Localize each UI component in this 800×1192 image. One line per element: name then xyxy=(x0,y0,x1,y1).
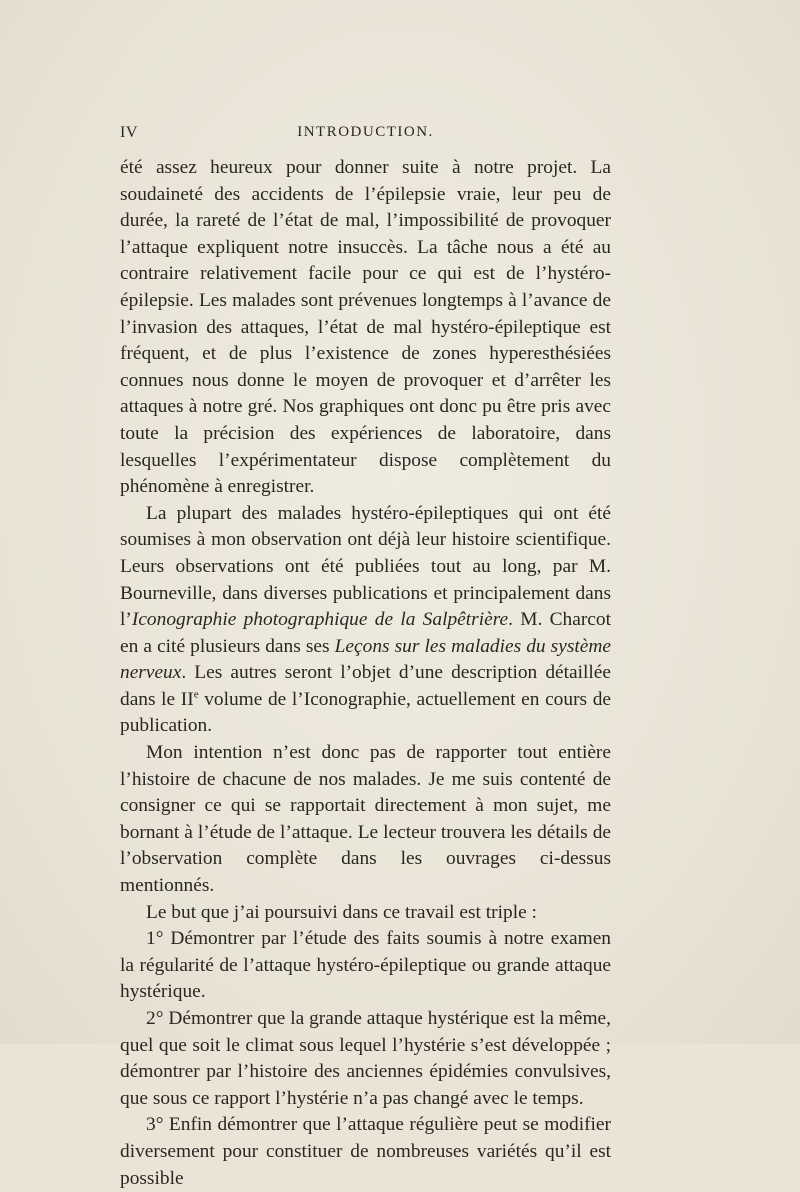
paragraph-2-part-2: . M. Charcot en a cité plusieurs dans ses xyxy=(120,609,611,657)
iconographie-title: Iconographie photographique de la Salpêtrière xyxy=(131,609,509,631)
superscript-e: e xyxy=(193,688,199,701)
list-item-2: 2° Démontrer que la grande attaque hystérique est la même, quel que soit le climat sous lequel l’hystérie s’est développée ; démontrer par l’histoire des anciennes épidémies convulsives, que sous ce rapport l’hystérie n’a pas changé avec le temps. xyxy=(120,1008,611,1109)
paragraph-2-part-4: volume de l’Iconographie, actuellement en cours de publication. xyxy=(120,688,611,737)
page-header xyxy=(120,124,611,146)
lecons-title: Leçons sur les maladies du système nerveux xyxy=(120,635,611,684)
body-text xyxy=(120,155,611,1192)
list-item-3: 3° Enfin démontrer que l’attaque régulière peut se modifier diversement pour constituer de nombreuses variétés qu’il est possible xyxy=(120,1114,611,1189)
paragraph-2-part-3: . Les autres seront l’objet d’une description détaillée dans le II xyxy=(120,662,611,710)
list-item-1: 1° Démontrer par l’étude des faits soumis à notre examen la régularité de l’attaque hystéro-épileptique ou grande attaque hystérique. xyxy=(120,928,611,1003)
paragraph-2-part-1: La plupart des malades hystéro-épileptiques qui ont été soumises à mon observation ont déjà leur histoire scientifique. Leurs observations ont été publiées tout au long, par M. Bourneville, dans diverses publications et principalement dans l’ xyxy=(120,502,611,631)
paragraph-2 xyxy=(120,501,611,740)
paragraph-1: été assez heureux pour donner suite à notre projet. La soudaineté des accidents de l’épilepsie vraie, leur peu de durée, la rareté de l’état de mal, l’impossibilité de provoquer l’attaque expliquent notre insuccès. La tâche nous a été au contraire relativement facile pour ce qui est de l’hystéro-épilepsie. Les malades sont prévenues longtemps à l’avance de l’invasion des attaques, l’état de mal hystéro-épileptique est fréquent, et de plus l’existence de zones hyperesthésiées connues nous donne le moyen de provoquer et d’arrêter les attaques à notre gré. Nos graphiques ont donc pu être pris avec toute la précision des expériences de laboratoire, dans lesquelles l’expérimentateur dispose complètement du phénomène à enregistrer. xyxy=(120,157,611,498)
paragraph-3: Mon intention n’est donc pas de rapporter tout entière l’histoire de chacune de nos malades. Je me suis contenté de consigner ce qui se rapportait directement à mon sujet, me bornant à l’étude de l’attaque. Le lecteur trouvera les détails de l’observation complète dans les ouvrages ci-dessus mentionnés. xyxy=(120,742,611,897)
page-number: IV xyxy=(120,124,138,141)
running-title: INTRODUCTION. xyxy=(297,124,434,140)
paragraph-4: Le but que j’ai poursuivi dans ce travail est triple : xyxy=(146,901,537,923)
